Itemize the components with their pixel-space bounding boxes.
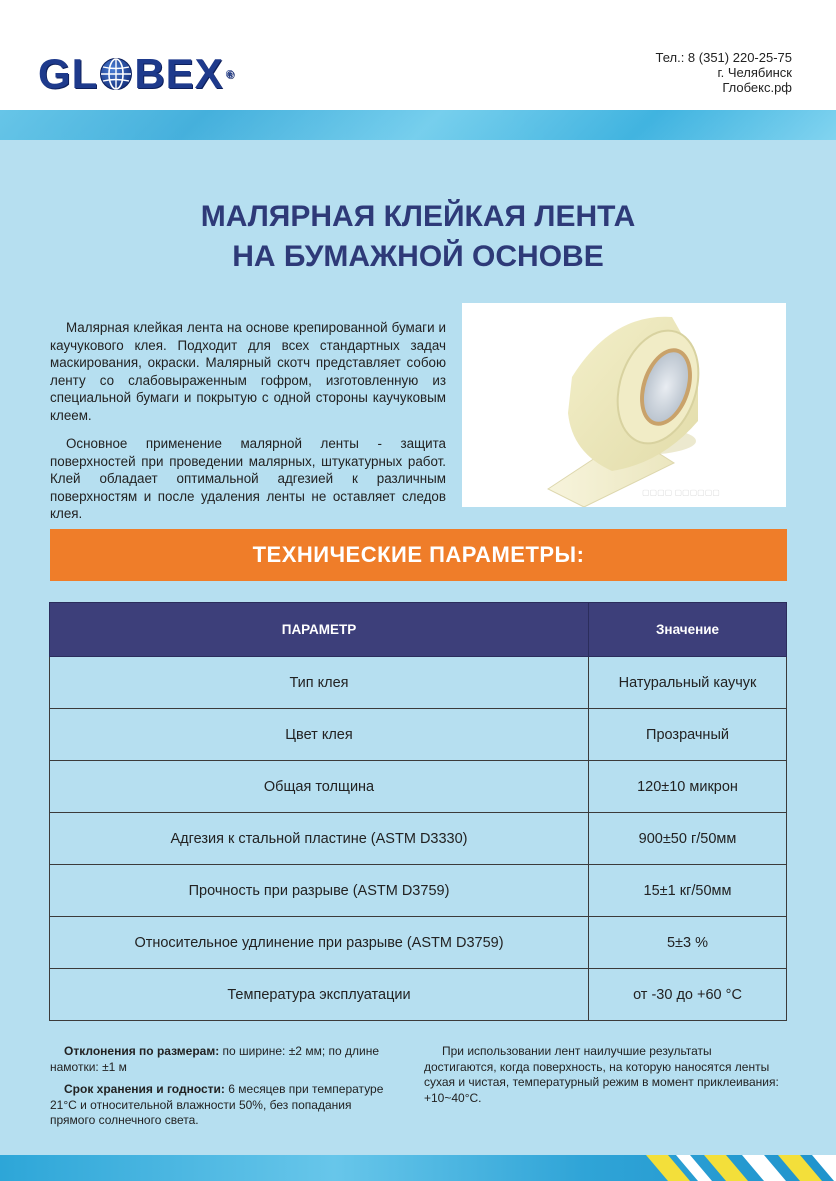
parameters-table <box>49 602 787 1021</box>
logo-text-right: BEX <box>134 50 224 97</box>
param-cell: Адгезия к стальной пластине (ASTM D3330) <box>50 813 589 865</box>
column-header-param: ПАРАМЕТР <box>50 603 589 657</box>
value-cell: 900±50 г/50мм <box>589 813 787 865</box>
param-cell: Общая толщина <box>50 761 589 813</box>
note-usage: При использовании лент наилучшие результаты достигаются, когда поверхность, на которую наносятся ленты сухая и чистая, температурный режим в момент приклеивания: +10~40°С. <box>424 1044 779 1105</box>
column-header-value: Значение <box>589 603 787 657</box>
description-paragraph-1: Малярная клейкая лента на основе крепированной бумаги и каучукового клея. Подходит для всех стандартных задач маскирования, окраски. Малярный скотч представляет собою ленту со слабовыраженным гофром, изготовленную из специальной бумаги и покрытую с одной стороны каучуковым клеем. <box>50 320 446 423</box>
value-cell: 120±10 микрон <box>589 761 787 813</box>
table-row <box>50 917 787 969</box>
top-strip <box>0 0 836 36</box>
product-description <box>50 319 446 534</box>
contact-city: г. Челябинск <box>717 65 792 80</box>
contact-phone: Тел.: 8 (351) 220-25-75 <box>655 50 792 65</box>
footer-band <box>0 1155 836 1181</box>
globe-icon <box>99 57 133 91</box>
table-row <box>50 813 787 865</box>
note-deviations-label: Отклонения по размерам: <box>64 1044 220 1058</box>
globex-logo <box>38 52 235 96</box>
value-cell: от -30 до +60 °С <box>589 969 787 1021</box>
title-line-2: НА БУМАЖНОЙ ОСНОВЕ <box>232 240 604 273</box>
param-cell: Тип клея <box>50 657 589 709</box>
table-row <box>50 657 787 709</box>
contact-site: Глобекс.рф <box>722 80 792 95</box>
value-cell: 15±1 кг/50мм <box>589 865 787 917</box>
notes-left <box>50 1044 398 1136</box>
title-line-1: МАЛЯРНАЯ КЛЕЙКАЯ ЛЕНТА <box>200 200 636 233</box>
notes-right <box>424 1044 786 1106</box>
param-cell: Температура эксплуатации <box>50 969 589 1021</box>
note-deviations-text: по ширине: ±2 мм; по длине намотки: ±1 м <box>50 1044 379 1074</box>
description-paragraph-2: Основное применение малярной ленты - защита поверхностей при проведении малярных, штукатурных работ. Клей обладает оптимальной адгезией к различным поверхностям и после удаления ленты не оставляет следов клея. <box>50 436 446 521</box>
footer-stripes-decoration <box>646 1155 836 1181</box>
note-deviations <box>50 1044 398 1075</box>
note-storage <box>50 1082 398 1129</box>
table-row <box>50 865 787 917</box>
svg-text:▢▢▢▢ ▢▢▢▢▢▢: ▢▢▢▢ ▢▢▢▢▢▢ <box>642 488 720 497</box>
table-row <box>50 969 787 1021</box>
section-banner: ТЕХНИЧЕСКИЕ ПАРАМЕТРЫ: <box>50 529 787 581</box>
note-storage-text: 6 месяцев при температуре 21°С и относительной влажности 50%, без попадания прямого солнечного света. <box>50 1082 384 1127</box>
param-cell: Относительное удлинение при разрыве (ASTM D3759) <box>50 917 589 969</box>
param-cell: Цвет клея <box>50 709 589 761</box>
value-cell: 5±3 % <box>589 917 787 969</box>
note-storage-label: Срок хранения и годности: <box>64 1082 225 1096</box>
table-header-row <box>50 603 787 657</box>
registered-mark: ® <box>225 69 235 81</box>
page-title <box>0 197 836 277</box>
contacts <box>656 50 793 95</box>
table-row <box>50 709 787 761</box>
masking-tape-roll-image <box>462 303 786 507</box>
logo-text-left: GL <box>38 50 99 97</box>
value-cell: Прозрачный <box>589 709 787 761</box>
table-row <box>50 761 787 813</box>
value-cell: Натуральный каучук <box>589 657 787 709</box>
product-photo <box>462 303 786 507</box>
param-cell: Прочность при разрыве (ASTM D3759) <box>50 865 589 917</box>
